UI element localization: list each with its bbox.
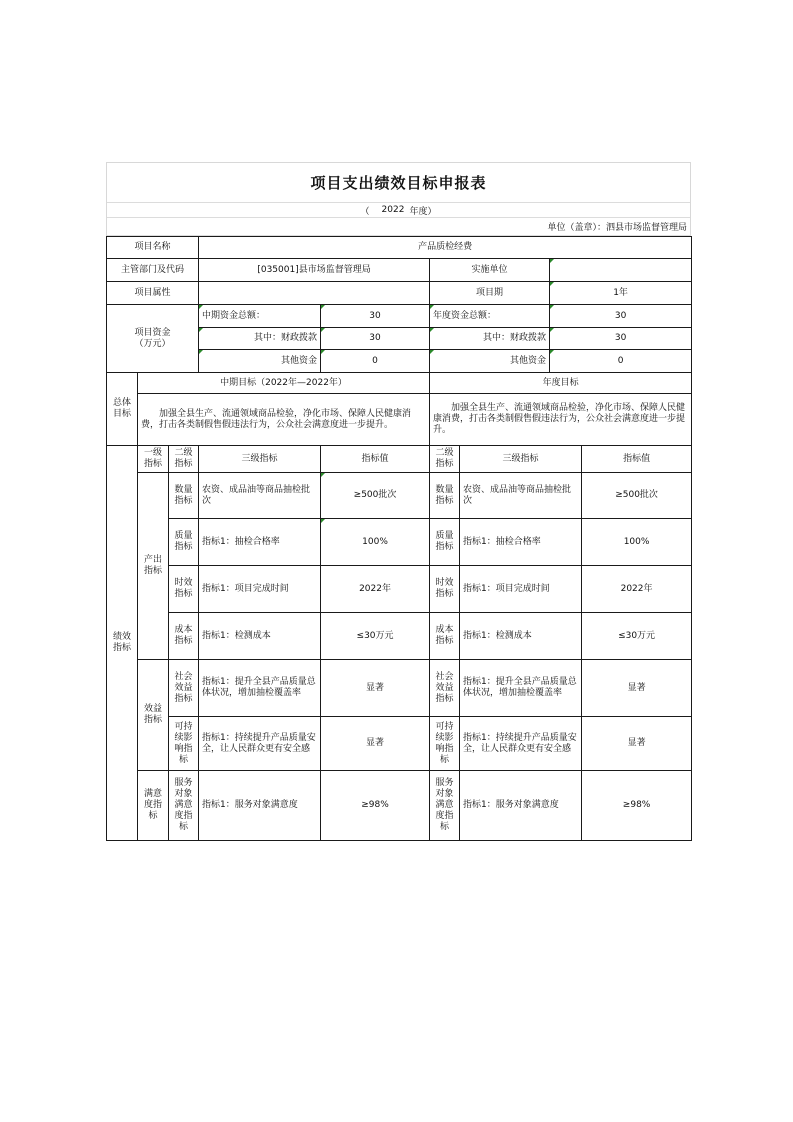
level2-cell: 时效指标 [169, 566, 199, 613]
mid-fiscal-label: 其中：财政拨款 [199, 328, 321, 350]
value-cell: 2022年 [321, 566, 430, 613]
report-header [106, 162, 691, 236]
mid-goal-text: 加强全县生产、流通领域商品检验，净化市场、保障人民健康消费，打击各类制假售假违法行为，公众社会满意度进一步提升。 [138, 394, 430, 446]
unit-label: 单位（盖章）：泗县市场监督管理局 [547, 223, 687, 233]
row-goal-text [107, 394, 692, 446]
table-row [107, 613, 692, 660]
col-value-year: 指标值 [582, 446, 692, 473]
row-department [107, 259, 692, 282]
col-level3: 三级指标 [199, 446, 321, 473]
table-row [107, 660, 692, 717]
year-fiscal-label: 其中：财政拨款 [430, 328, 550, 350]
level2-year-cell: 服务对象满意度指标 [430, 771, 460, 841]
performance-table [106, 236, 692, 841]
year-suffix: 年度） [409, 206, 437, 217]
mid-goal-head: 中期目标（2022年—2022年） [138, 373, 430, 394]
value-cell: ≤30万元 [321, 613, 430, 660]
level2-cell: 质量指标 [169, 519, 199, 566]
goals-label: 总体目标 [107, 373, 138, 446]
table-row [107, 566, 692, 613]
level3-year-cell: 指标1：服务对象满意度 [460, 771, 582, 841]
row-project-name [107, 237, 692, 259]
group-output: 产出指标 [138, 473, 169, 660]
level3-cell: 指标1：提升全县产品质量总体状况，增加抽检覆盖率 [199, 660, 321, 717]
period-value: 1年 [550, 282, 692, 305]
level2-year-cell: 社会效益指标 [430, 660, 460, 717]
attr-value [199, 282, 430, 305]
row-attribute [107, 282, 692, 305]
impl-value [550, 259, 692, 282]
year-other-label: 其他资金 [430, 350, 550, 373]
row-goal-heads [107, 373, 692, 394]
level3-year-cell: 指标1：提升全县产品质量总体状况，增加抽检覆盖率 [460, 660, 582, 717]
mid-total-value: 30 [321, 305, 430, 328]
funds-label: 项目资金 （万元） [107, 305, 199, 373]
project-name-value: 产品质检经费 [199, 237, 692, 259]
level3-year-cell: 农资、成品油等商品抽检批次 [460, 473, 582, 519]
year-fiscal-value: 30 [550, 328, 692, 350]
value-year-cell: 100% [582, 519, 692, 566]
attr-label: 项目属性 [107, 282, 199, 305]
level2-cell: 成本指标 [169, 613, 199, 660]
year-value: 2022 [381, 205, 405, 215]
value-cell: 显著 [321, 660, 430, 717]
value-year-cell: ≤30万元 [582, 613, 692, 660]
value-year-cell: ≥98% [582, 771, 692, 841]
table-row [107, 771, 692, 841]
year-goal-text: 加强全县生产、流通领域商品检验，净化市场、保障人民健康消费，打击各类制假售假违法行为，公众社会满意度进一步提升。 [430, 394, 692, 446]
row-indicator-head [107, 446, 692, 473]
table-row [107, 717, 692, 771]
value-year-cell: 显著 [582, 660, 692, 717]
mid-other-value: 0 [321, 350, 430, 373]
year-total-label: 年度资金总额： [430, 305, 550, 328]
level3-cell: 指标1：持续提升产品质量安全，让人民群众更有安全感 [199, 717, 321, 771]
value-cell: 显著 [321, 717, 430, 771]
report-sheet [106, 162, 691, 841]
level3-year-cell: 指标1：持续提升产品质量安全，让人民群众更有安全感 [460, 717, 582, 771]
year-total-value: 30 [550, 305, 692, 328]
value-year-cell: ≥500批次 [582, 473, 692, 519]
level2-year-cell: 可持续影响指标 [430, 717, 460, 771]
level2-year-cell: 质量指标 [430, 519, 460, 566]
col-level3-year: 三级指标 [460, 446, 582, 473]
report-title: 项目支出绩效目标申报表 [310, 174, 487, 192]
year-other-value: 0 [550, 350, 692, 373]
level3-year-cell: 指标1：项目完成时间 [460, 566, 582, 613]
level2-cell: 社会效益指标 [169, 660, 199, 717]
level3-cell: 指标1：抽检合格率 [199, 519, 321, 566]
col-value: 指标值 [321, 446, 430, 473]
project-name-label: 项目名称 [107, 237, 199, 259]
value-year-cell: 显著 [582, 717, 692, 771]
level3-year-cell: 指标1：抽检合格率 [460, 519, 582, 566]
year-paren-open: （ [360, 206, 370, 217]
level3-cell: 农资、成品油等商品抽检批次 [199, 473, 321, 519]
period-label: 项目期 [430, 282, 550, 305]
value-year-cell: 2022年 [582, 566, 692, 613]
level2-year-cell: 数量指标 [430, 473, 460, 519]
unit-row [107, 218, 690, 236]
level2-cell: 数量指标 [169, 473, 199, 519]
col-level2-year: 二级指标 [430, 446, 460, 473]
title-row [107, 163, 690, 203]
value-cell: ≥98% [321, 771, 430, 841]
col-level1: 一级指标 [138, 446, 169, 473]
perf-label: 绩效指标 [107, 446, 138, 841]
dept-value: [035001]县市场监督管理局 [199, 259, 430, 282]
mid-total-label: 中期资金总额： [199, 305, 321, 328]
value-cell: 100% [321, 519, 430, 566]
level3-cell: 指标1：服务对象满意度 [199, 771, 321, 841]
group-effect: 效益指标 [138, 660, 169, 771]
level2-year-cell: 成本指标 [430, 613, 460, 660]
year-goal-head: 年度目标 [430, 373, 692, 394]
year-row [107, 203, 690, 218]
level2-cell: 可持续影响指标 [169, 717, 199, 771]
level3-cell: 指标1：检测成本 [199, 613, 321, 660]
level3-year-cell: 指标1：检测成本 [460, 613, 582, 660]
level2-year-cell: 时效指标 [430, 566, 460, 613]
dept-label: 主管部门及代码 [107, 259, 199, 282]
row-funds-total [107, 305, 692, 328]
group-satisfaction: 满意度指标 [138, 771, 169, 841]
mid-other-label: 其他资金 [199, 350, 321, 373]
value-cell: ≥500批次 [321, 473, 430, 519]
col-level2: 二级指标 [169, 446, 199, 473]
impl-label: 实施单位 [430, 259, 550, 282]
table-row [107, 473, 692, 519]
level3-cell: 指标1：项目完成时间 [199, 566, 321, 613]
table-row [107, 519, 692, 566]
level2-cell: 服务对象满意度指标 [169, 771, 199, 841]
mid-fiscal-value: 30 [321, 328, 430, 350]
